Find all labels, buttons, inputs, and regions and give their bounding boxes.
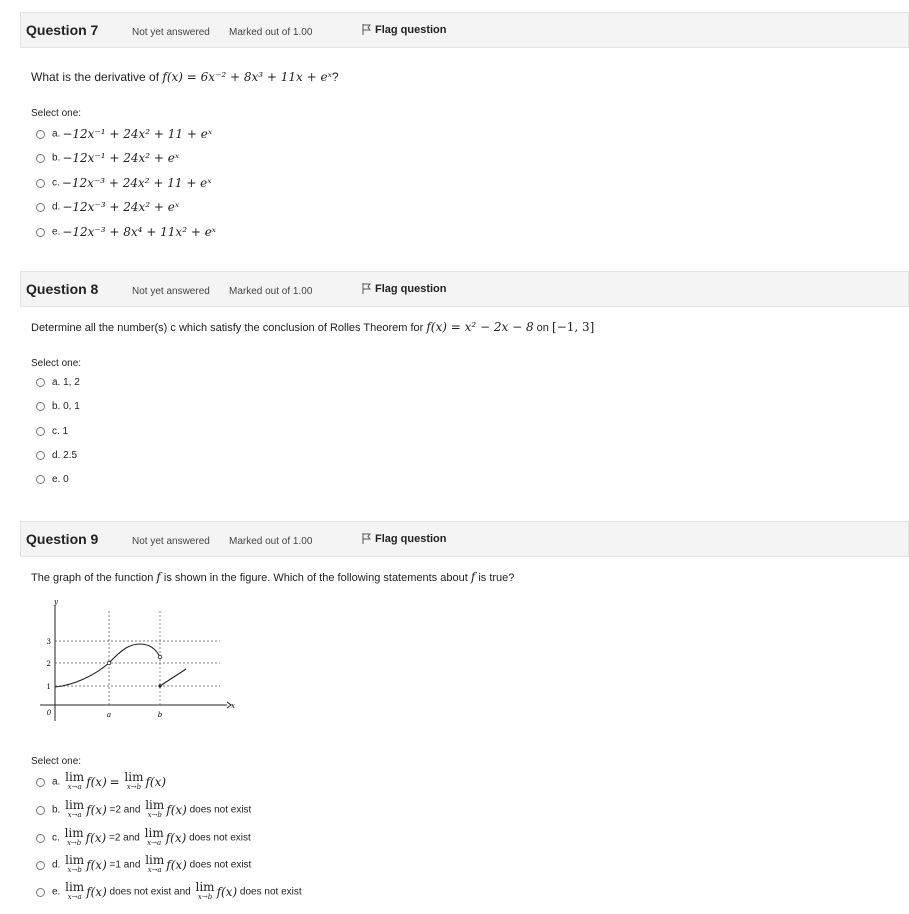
flag-label: Flag question xyxy=(375,283,447,295)
radio-button[interactable] xyxy=(36,179,45,188)
radio-button[interactable] xyxy=(36,378,45,387)
question-mark: Marked out of 1.00 xyxy=(229,27,313,38)
radio-button[interactable] xyxy=(36,475,45,484)
y-tick-2: 2 xyxy=(46,660,51,668)
answer-option-a[interactable] xyxy=(36,377,80,393)
answer-option-d[interactable] xyxy=(36,450,77,466)
flag-question-button[interactable] xyxy=(362,533,447,545)
option-text: does not exist and xyxy=(109,886,191,898)
option-text: =1 and xyxy=(109,859,141,871)
select-one-label: Select one: xyxy=(31,756,82,767)
option-label: e. xyxy=(52,886,61,898)
question-9-text xyxy=(31,570,514,584)
limit-expression: lim x→b xyxy=(124,770,144,791)
answer-option-e[interactable] xyxy=(36,474,69,490)
limit-expression: lim x→a xyxy=(65,798,85,819)
question-text: Determine all the number(s) c which satisfy the conclusion of Rolles Theorem for xyxy=(31,322,427,334)
option-label: d. xyxy=(52,859,61,871)
function-expr: f(x) xyxy=(86,803,107,817)
question-text-suffix: is true? xyxy=(475,572,515,584)
answer-option-a[interactable] xyxy=(36,772,166,794)
option-text: =2 and xyxy=(109,804,141,816)
option-label: c. xyxy=(52,177,60,189)
question-8-text xyxy=(31,320,594,334)
open-point-b xyxy=(158,655,162,659)
flag-icon xyxy=(362,533,371,544)
option-label: c. 1 xyxy=(52,426,69,437)
limit-expression: lim x→a xyxy=(65,770,85,791)
option-text: =2 and xyxy=(108,832,140,844)
question-math-f: f xyxy=(156,570,161,584)
answer-option-e[interactable] xyxy=(36,882,302,904)
flag-label: Flag question xyxy=(375,24,447,36)
flag-icon xyxy=(362,24,371,35)
answer-option-b[interactable] xyxy=(36,800,251,822)
question-9-header xyxy=(20,521,909,557)
x-tick-b: b xyxy=(157,711,163,719)
option-label: e. 0 xyxy=(52,474,69,485)
answer-option-d[interactable] xyxy=(36,200,179,216)
question-text: The graph of the function xyxy=(31,572,157,584)
curve-left xyxy=(55,663,109,687)
option-math: −12x⁻¹ + 24x² + 11 + eˣ xyxy=(62,127,213,141)
question-7-header xyxy=(20,12,909,48)
option-math: −12x⁻³ + 24x² + 11 + eˣ xyxy=(61,176,212,190)
flag-label: Flag question xyxy=(375,533,447,545)
y-tick-3: 3 xyxy=(46,638,51,646)
radio-button[interactable] xyxy=(36,861,45,870)
question-title: Question 9 xyxy=(26,531,99,547)
y-tick-1: 1 xyxy=(46,683,51,691)
question-state: Not yet answered xyxy=(132,286,210,297)
radio-button[interactable] xyxy=(36,154,45,163)
function-expr: f(x) xyxy=(165,831,187,845)
select-one-label: Select one: xyxy=(31,108,82,119)
option-text: does not exist xyxy=(239,886,302,898)
function-expr: f(x) xyxy=(216,885,238,899)
limit-expression: lim x→a xyxy=(145,853,165,874)
option-label: e. xyxy=(52,226,61,238)
select-one-label: Select one: xyxy=(31,358,82,369)
option-label: a. xyxy=(52,776,61,788)
answer-option-b[interactable] xyxy=(36,151,179,167)
radio-button[interactable] xyxy=(36,834,45,843)
answer-option-c[interactable] xyxy=(36,426,68,442)
option-text: does not exist xyxy=(189,859,252,871)
answer-option-c[interactable] xyxy=(36,828,251,850)
function-expr: f(x) xyxy=(166,803,187,817)
question-mark: Marked out of 1.00 xyxy=(229,286,313,297)
limit-expression: lim x→b xyxy=(64,826,84,847)
limit-expression: lim x→a xyxy=(65,880,85,901)
function-expr: f(x) xyxy=(86,858,107,872)
question-state: Not yet answered xyxy=(132,27,210,38)
x-tick-a: a xyxy=(106,711,112,719)
radio-button[interactable] xyxy=(36,203,45,212)
function-expr: f(x) xyxy=(86,775,107,789)
flag-question-button[interactable] xyxy=(362,283,447,295)
option-math: −12x⁻¹ + 24x² + eˣ xyxy=(62,151,180,165)
function-expr: f(x) xyxy=(166,858,187,872)
equals-sign: = xyxy=(109,775,120,789)
answer-option-e[interactable] xyxy=(36,225,216,241)
option-label: b. xyxy=(52,152,61,164)
function-expr: f(x) xyxy=(85,831,107,845)
flag-icon xyxy=(362,283,371,294)
question-8-header xyxy=(20,271,909,307)
curve-arc xyxy=(109,644,160,663)
option-label: b. xyxy=(52,804,61,816)
question-text: What is the derivative of xyxy=(31,70,163,84)
option-text: does not exist xyxy=(189,832,251,844)
limit-expression: lim x→b xyxy=(145,798,165,819)
question-text-suffix: ? xyxy=(331,70,339,84)
function-expr: f(x) xyxy=(145,775,167,789)
flag-question-button[interactable] xyxy=(362,24,447,36)
option-label: c. xyxy=(52,832,60,844)
radio-button[interactable] xyxy=(36,402,45,411)
question-text-mid: is shown in the figure. Which of the following statements about xyxy=(160,572,471,584)
option-label: b. 0, 1 xyxy=(52,401,80,412)
question-text-mid: on xyxy=(533,322,552,334)
guide-lines xyxy=(55,611,220,705)
curve-right xyxy=(160,669,186,686)
question-math-f: f xyxy=(470,570,476,584)
question-mark: Marked out of 1.00 xyxy=(229,536,313,547)
question-math: f(x) = 6x⁻² + 8x³ + 11x + eˣ xyxy=(162,70,332,84)
function-expr: f(x) xyxy=(86,885,107,899)
open-point-a xyxy=(107,661,111,665)
radio-button[interactable] xyxy=(36,228,45,237)
y-axis-label: y xyxy=(54,598,58,606)
answer-option-d[interactable] xyxy=(36,855,251,877)
question-math: f(x) = x² − 2x − 8 xyxy=(426,320,534,334)
question-state: Not yet answered xyxy=(132,536,210,547)
answer-option-b[interactable] xyxy=(36,401,80,417)
question-interval: [−1, 3] xyxy=(551,320,595,334)
radio-button[interactable] xyxy=(36,778,45,787)
question-title: Question 8 xyxy=(26,281,99,297)
question-title: Question 7 xyxy=(26,22,99,38)
limit-expression: lim x→a xyxy=(144,826,164,847)
radio-button[interactable] xyxy=(36,451,45,460)
function-graph xyxy=(30,597,240,722)
question-7-text xyxy=(31,70,339,84)
limit-expression: lim x→b xyxy=(195,880,215,901)
origin-label: 0 xyxy=(46,709,52,717)
option-math: −12x⁻³ + 24x² + eˣ xyxy=(62,200,180,214)
radio-button[interactable] xyxy=(36,888,45,897)
closed-point-b xyxy=(158,684,161,687)
radio-button[interactable] xyxy=(36,427,45,436)
option-label: a. 1, 2 xyxy=(52,377,80,388)
option-text: does not exist xyxy=(189,804,252,816)
answer-option-c[interactable] xyxy=(36,176,212,192)
option-label: d. xyxy=(52,201,61,213)
radio-button[interactable] xyxy=(36,806,45,815)
limit-expression: lim x→b xyxy=(65,853,85,874)
answer-option-a[interactable] xyxy=(36,127,212,143)
option-label: d. 2.5 xyxy=(52,450,78,461)
option-label: a. xyxy=(52,128,61,140)
x-axis-label: x xyxy=(231,702,235,710)
option-math: −12x⁻³ + 8x⁴ + 11x² + eˣ xyxy=(62,225,217,239)
radio-button[interactable] xyxy=(36,130,45,139)
